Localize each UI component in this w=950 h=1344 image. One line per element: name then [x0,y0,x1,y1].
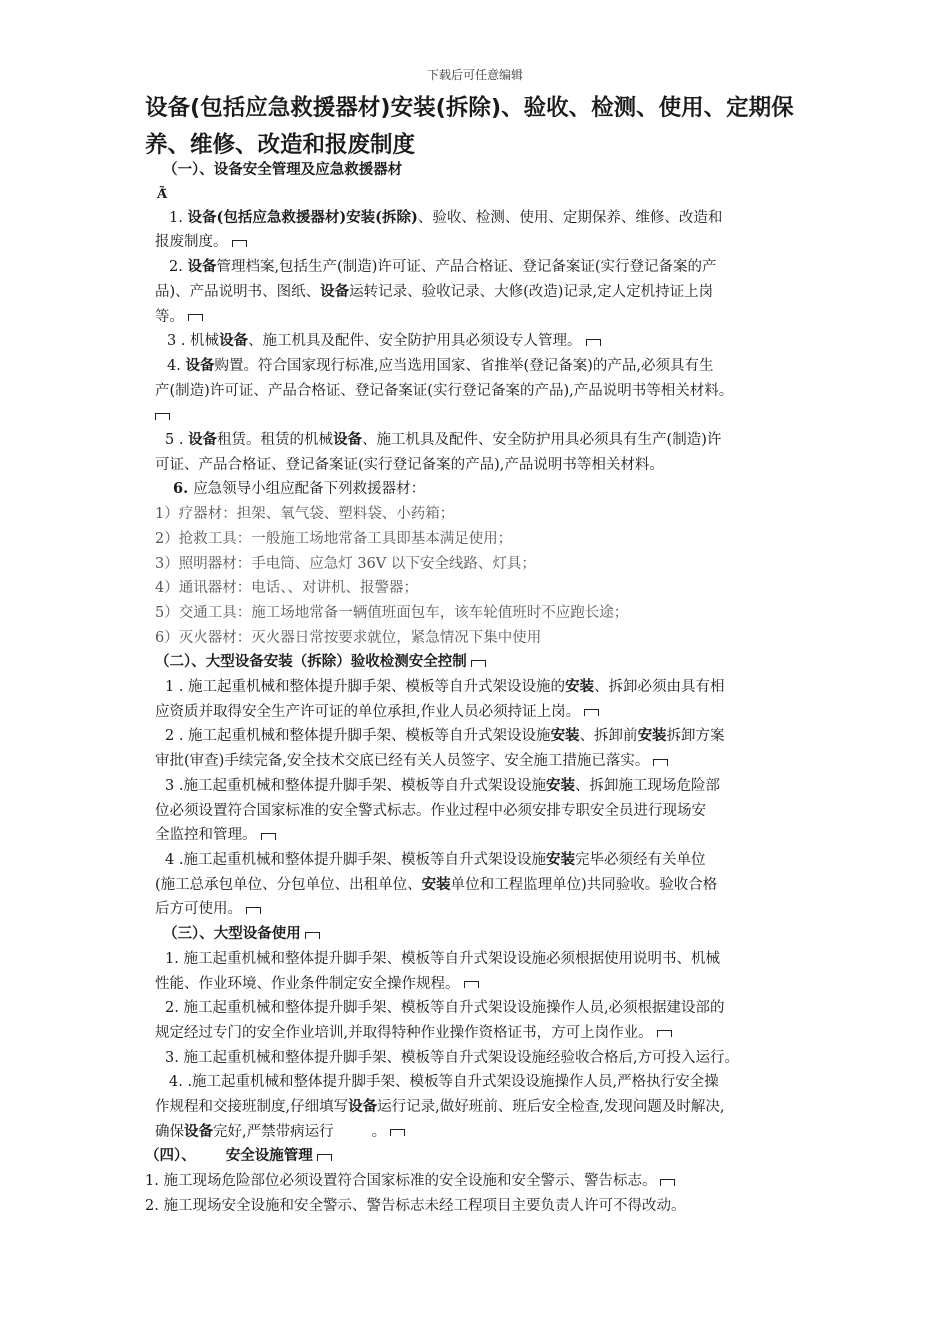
s1-paragraph-5: 5 . 设备租赁。租赁的机械设备、施工机具及配件、安全防护用具必须具有生产(制造)许 [165,431,722,449]
s3-paragraph-2: 2. 施工起重机械和整体提升脚手架、模板等自升式架设设施操作人员,必须根据建设部的 [165,1000,725,1017]
stray-glyph: Ã̃ [157,186,168,202]
s2-paragraph-3: 3 .施工起重机械和整体提升脚手架、模板等自升式架设设施安装、拆卸施工现场危险部 [165,776,720,794]
section-1-heading: （一）、设备安全管理及应急救援器材 [163,162,403,178]
s4-paragraph-2: 2. 施工现场安全设施和安全警示、警告标志未经工程项目主要负责人许可不得改动。 [145,1197,686,1214]
paragraph-mark-icon [660,1179,675,1186]
paragraph-mark-icon [246,907,261,914]
s1-paragraph-2: 2. 设备管理档案,包括生产(制造)许可证、产品合格证、登记备案证(实行登记备案的产 [169,258,717,276]
paragraph-mark-icon [464,981,479,988]
s2-paragraph-4-cont: (施工总承包单位、分包单位、出租单位、安装单位和工程监理单位)共同验收。验收合格 [155,875,718,893]
s2-paragraph-4: 4 .施工起重机械和整体提升脚手架、模板等自升式架设设施安装完毕必须经有关单位 [165,850,706,868]
equipment-list-item: 5）交通工具：施工场地常备一辆值班面包车，该车轮值班时不应跑长途； [155,604,629,621]
paragraph-mark-icon [305,932,320,939]
paragraph-mark-icon [390,1129,405,1136]
section-2-heading: （二）、大型设备安装（拆除）验收检测安全控制 [155,650,820,675]
equipment-list-item: 4）通讯器材：电话、、对讲机、报警器； [155,580,418,597]
section-3-heading: （三）、大型设备使用 [155,922,820,947]
s1-paragraph-1-cont: 报废制度。 [155,230,820,255]
paragraph-mark-icon [188,314,203,321]
s1-paragraph-2-cont: 品)、产品说明书、图纸、设备运转记录、验收记录、大修(改造)记录,定人定机持证上岗 [155,282,714,300]
page-header: 下载后可任意编辑 [426,68,523,82]
equipment-list-item: 2）抢救工具：一般施工场地常备工具即基本满足使用； [155,530,513,547]
paragraph-mark-icon [155,413,170,420]
section-4-heading: （四）、 安全设施管理 [145,1144,820,1169]
paragraph-mark-icon [471,660,486,667]
document-title: 设备(包括应急救援器材)安装(拆除)、验收、检测、使用、定期保养、维修、改造和报废制度 [145,95,794,158]
equipment-list-item: 1）疗器材：担架、氧气袋、塑料袋、小药箱； [155,506,455,523]
s2-paragraph-3-end: 全监控和管理。 [155,823,820,848]
document-body [145,158,820,1219]
s2-paragraph-4-end: 后方可使用。 [155,897,820,922]
s2-paragraph-1: 1 . 施工起重机械和整体提升脚手架、模板等自升式架设设施的安装、拆卸必须由具有相 [165,678,725,696]
s3-paragraph-1-cont: 性能、作业环境、作业条件制定安全操作规程。 [155,972,820,997]
s3-paragraph-4-end: 确保设备完好,严禁带病运行 。 [155,1120,820,1145]
s3-paragraph-1: 1. 施工起重机械和整体提升脚手架、模板等自升式架设设施必须根据使用说明书、机械 [165,950,720,967]
paragraph-mark-icon [261,833,276,840]
paragraph-mark-icon [317,1154,332,1161]
s1-paragraph-2-end: 等。 [155,305,820,330]
s4-paragraph-1: 1. 施工现场危险部位必须设置符合国家标准的安全设施和安全警示、警告标志。 [145,1169,820,1194]
equipment-list-item: 3）照明器材：手电筒、应急灯 36V 以下安全线路、灯具； [155,555,536,572]
s3-paragraph-3: 3. 施工起重机械和整体提升脚手架、模板等自升式架设设施经验收合格后,方可投入运行。 [165,1049,740,1066]
s1-paragraph-6: 6. 应急领导小组应配备下列救援器材： [173,480,426,498]
s1-paragraph-4: 4. 设备购置。符合国家现行标准,应当选用国家、省推举(登记备案)的产品,必须具有生 [167,356,714,374]
s1-paragraph-4-cont: 产(制造)许可证、产品合格证、登记备案证(实行登记备案的产品),产品说明书等相关材料。 [155,382,734,399]
s2-paragraph-2-cont: 审批(审查)手续完备,安全技术交底已经有关人员签字、安全施工措施已落实。 [155,749,820,774]
s1-paragraph-1: 1. 设备(包括应急救援器材)安装(拆除)、验收、检测、使用、定期保养、维修、改造和 [169,208,723,226]
s2-paragraph-3-cont: 位必须设置符合国家标准的安全警式标志。作业过程中必须安排专职安全员进行现场安 [155,802,706,819]
s3-paragraph-4: 4. .施工起重机械和整体提升脚手架、模板等自升式架设设施操作人员,严格执行安全操 [169,1074,719,1091]
paragraph-mark-icon [232,240,247,247]
s3-paragraph-4-cont: 作规程和交接班制度,仔细填写设备运行记录,做好班前、班后安全检查,发现问题及时解决, [155,1098,725,1116]
s2-paragraph-1-cont: 应资质并取得安全生产许可证的单位承担,作业人员必须持证上岗。 [155,700,820,725]
s1-paragraph-3: 3 . 机械设备、施工机具及配件、安全防护用具必须设专人管理。 [155,329,820,354]
paragraph-mark-icon [653,759,668,766]
s3-paragraph-2-cont: 规定经过专门的安全作业培训,并取得特种作业操作资格证书，方可上岗作业。 [155,1021,820,1046]
s1-paragraph-5-cont: 可证、产品合格证、登记备案证(实行登记备案的产品),产品说明书等相关材料。 [155,456,664,473]
paragraph-mark-icon [586,339,601,346]
equipment-list-item: 6）灭火器材：灭火器日常按要求就位，紧急情况下集中使用 [155,629,542,646]
paragraph-mark-icon [584,709,599,716]
s2-paragraph-2: 2 . 施工起重机械和整体提升脚手架、模板等自升式架设设施安装、拆卸前安装拆卸方案 [165,727,725,745]
paragraph-mark-icon [657,1030,672,1037]
s1-paragraph-4-end [155,403,820,428]
